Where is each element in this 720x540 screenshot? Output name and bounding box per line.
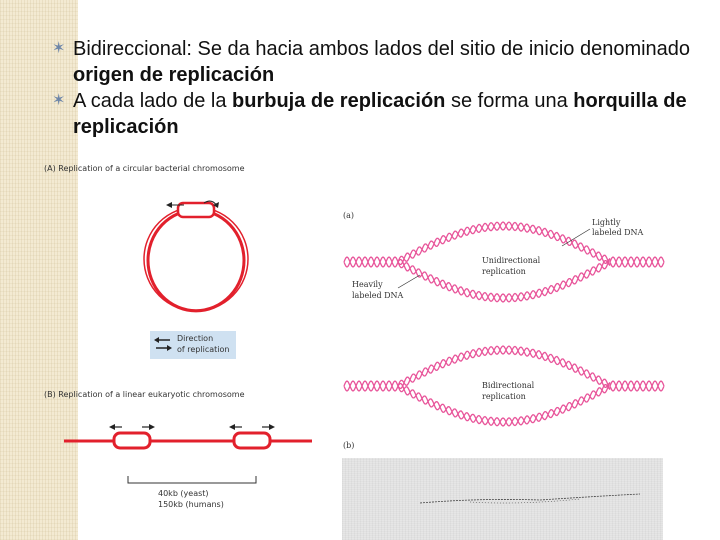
bullet-2-part-4: horquilla de replicación [73, 90, 687, 138]
size-label-humans: 150kb (humans) [158, 500, 224, 509]
legend-line-2: of replication [177, 345, 230, 354]
circular-chromosome [144, 201, 248, 311]
bullet-1-part-1: Bidireccional: [73, 38, 192, 60]
dna-helix-group [344, 222, 664, 426]
unidirectional-label-1: Unidirectional [482, 256, 541, 265]
bullet-2-part-2: burbuja de replicación [232, 90, 446, 112]
panel-b-label: (b) [343, 441, 355, 450]
bullet-2-part-1: A cada lado de la [73, 90, 233, 112]
bullet-2-part-3: se forma una [445, 90, 574, 112]
linear-chromosome [64, 424, 312, 483]
bidirectional-label-1: Bidirectional [482, 381, 535, 390]
lightly-label-2: labeled DNA [592, 228, 644, 237]
bidirectional-label-2: replication [482, 392, 526, 401]
figure-b-caption: (B) Replication of a linear eukaryotic chromosome [44, 390, 245, 399]
lightly-label-1: Lightly [592, 218, 621, 227]
legend-line-1: Direction [177, 334, 214, 343]
micrograph-streak [420, 494, 640, 503]
heavily-label-2: labeled DNA [352, 291, 404, 300]
size-label-yeast: 40kb (yeast) [158, 489, 209, 498]
bullet-1-part-3: origen de replicación [73, 64, 275, 86]
heavily-label-1: Heavily [352, 280, 383, 289]
panel-a-label: (a) [343, 211, 355, 220]
unidirectional-label-2: replication [482, 267, 526, 276]
bullet-marker-icon: ✶ [52, 92, 66, 109]
bullet-1-part-2: Se da hacia ambos lados del sitio de inicio denominado [191, 38, 691, 60]
bullet-marker-icon: ✶ [52, 40, 66, 57]
figure-a-caption: (A) Replication of a circular bacterial chromosome [44, 164, 245, 173]
